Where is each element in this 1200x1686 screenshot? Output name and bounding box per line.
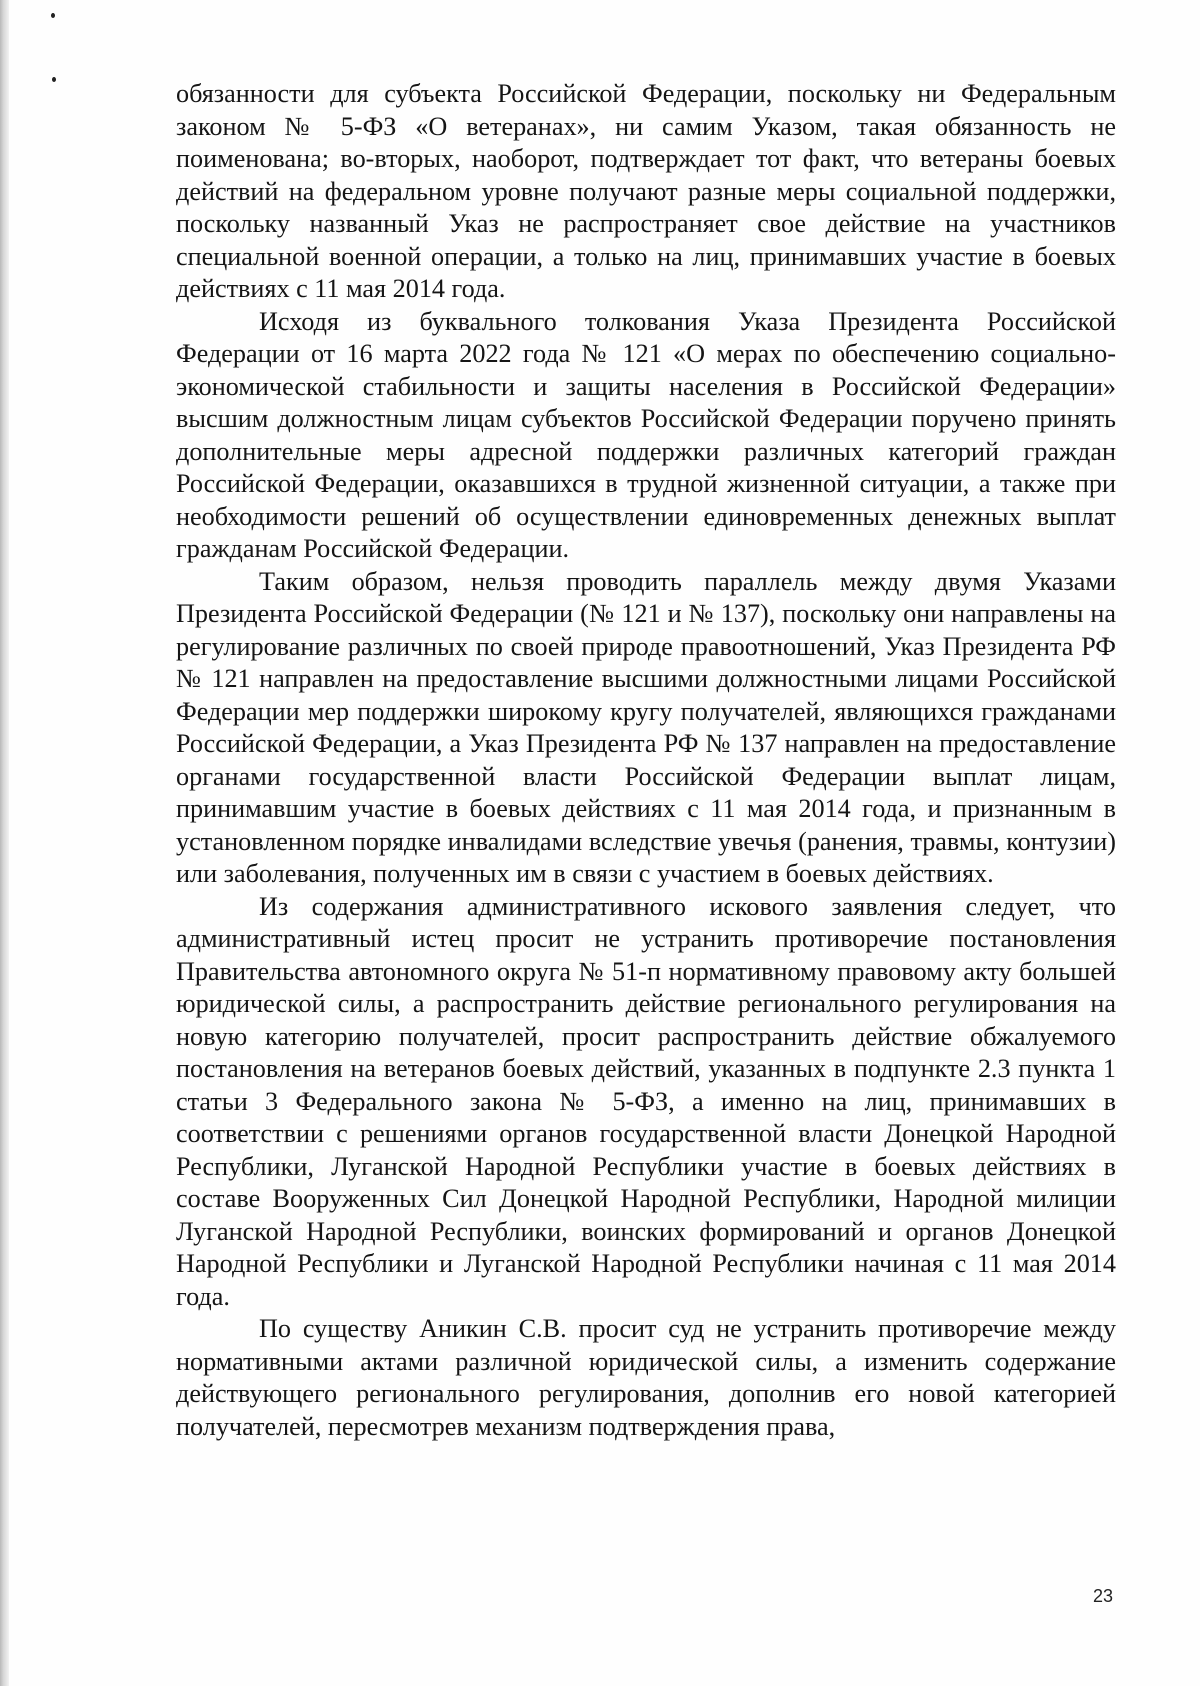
paragraph: Таким образом, нельзя проводить параллель между двумя Указами Президента Российской Федерации (№ 121 и № 137), поскольку они направлены на регулирование различных по своей природе правоотношений, Указ Президента РФ № 121 направлен на предоставление высшими должностными лицами Российской Федерации мер поддержки широкому кругу получателей, являющихся гражданами Российской Федерации, а Указ Президента РФ № 137 направлен на предоставление органами государственной власти Российской Федерации выплат лицам, принимавшим участие в боевых действиях с 11 мая 2014 года, и признанным в установленном порядке инвалидами вследствие увечья (ранения, травмы, контузии) или заболевания, полученных им в связи с участием в боевых действиях. (176, 566, 1116, 888)
paragraph: Исходя из буквального толкования Указа Президента Российской Федерации от 16 марта 2022 года № 121 «О мерах по обеспечению социально-экономической стабильности и защиты населения в Российской Федерации» высшим должностным лицам субъектов Российской Федерации поручено принять дополнительные меры адресной поддержки различных категорий граждан Российской Федерации, оказавшихся в трудной жизненной ситуации, а также при необходимости решений об осуществлении единовременных денежных выплат гражданам Российской Федерации. (176, 306, 1116, 563)
paragraph: По существу Аникин С.В. просит суд не устранить противоречие между нормативными актами различной юридической силы, а изменить содержание действующего регионального регулирования, дополнив его новой категорией получателей, пересмотрев механизм подтверждения права, (176, 1314, 1116, 1441)
scan-speck (51, 13, 55, 18)
scan-speck (52, 77, 56, 82)
paragraph-continuation: обязанности для субъекта Российской Федерации, поскольку ни Федеральным законом № 5-ФЗ «О ветеранах», ни самим Указом, такая обязанность не поименована; во-вторых, наоборот, подтверждает тот факт, что ветераны боевых действий на федеральном уровне получают разные меры социальной поддержки, поскольку названный Указ не распространяет свое действие на участников специальной военной операции, а только на лиц, принимавших участие в боевых действиях с 11 мая 2014 года. (176, 79, 1116, 303)
page-number: 23 (1092, 1586, 1113, 1606)
document-body (176, 78, 1116, 1443)
scan-edge-shadow (0, 0, 9, 1686)
paragraph: Из содержания административного искового заявления следует, что административный истец просит не устранить противоречие постановления Правительства автономного округа № 51-п нормативному правовому акту большей юридической силы, а распространить действие регионального регулирования на новую категорию получателей, просит распространить действие обжалуемого постановления на ветеранов боевых действий, указанных в подпункте 2.3 пункта 1 статьи 3 Федерального закона № 5-ФЗ, а именно на лиц, принимавших в соответствии с решениями органов государственной власти Донецкой Народной Республики, Луганской Народной Республики участие в боевых действиях в составе Вооруженных Сил Донецкой Народной Республики, Народной милиции Луганской Народной Республики, воинских формирований и органов Донецкой Народной Республики и Луганской Народной Республики начиная с 11 мая 2014 года. (176, 891, 1116, 1311)
